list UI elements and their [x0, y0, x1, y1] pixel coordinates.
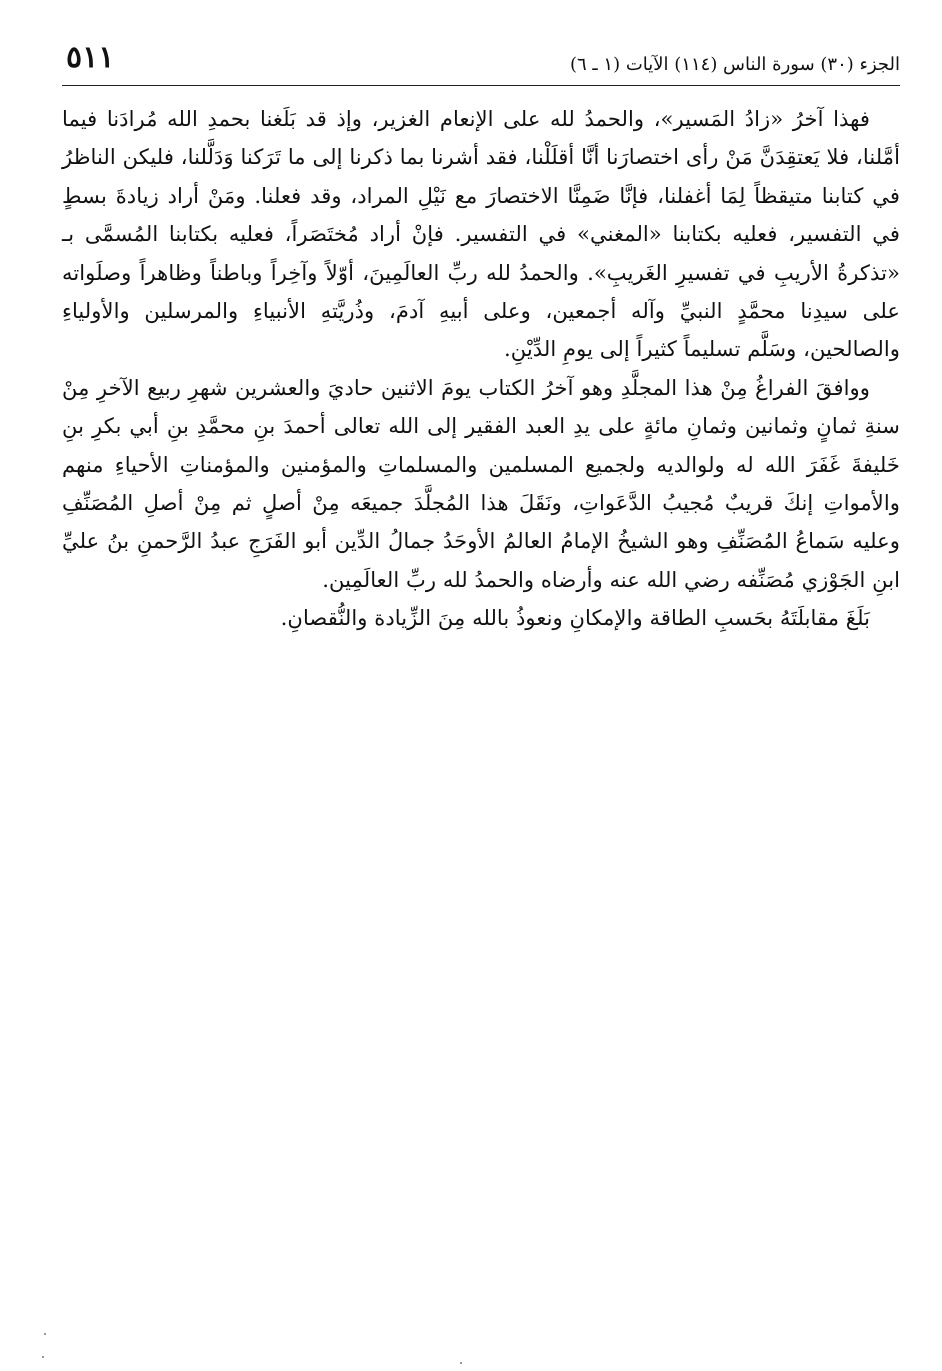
- scan-speck: [42, 1356, 44, 1358]
- scan-speck: [460, 1362, 462, 1364]
- paragraph-collation-note: بَلَغَ مقابلَتَهُ بحَسبِ الطاقة والإمكانِ ونعوذُ بالله مِنَ الزِّيادة والنُّقصانِ.: [280, 605, 870, 631]
- running-head: الجزء (٣٠) سورة الناس (١١٤) الآيات (١ ـ ٦): [570, 54, 900, 75]
- page-header: [62, 40, 900, 84]
- scan-speck: [44, 1333, 46, 1335]
- header-divider: [62, 85, 900, 86]
- page-number: ٥١١: [66, 40, 115, 75]
- paragraph-colophon: ووافقَ الفراغُ مِنْ هذا المجلَّدِ وهو آخرُ الكتاب يومَ الاثنين حاديَ والعشرين شهرِ ربيع الآخرِ مِنْ سنةِ ثمانٍ وثمانين وثمانِ مائةٍ على يدِ العبد الفقير إلى الله تعالى أحمدَ بنِ محمَّدِ بنِ أبي بكرِ بنِ خَليفةَ غَفَرَ الله له ولوالديه ولجميع المسلمين والمسلماتِ والمؤمنين والمؤمناتِ الأحياءِ منهم والأمواتِ إنكَ قريبٌ مُجيبُ الدَّعَواتِ، ونَقَلَ هذا المُجلَّدَ جميعَه مِنْ أصلٍ ثم مِنْ أصلِ المُصَنِّفِ وعليه سَماعُ المُصَنِّفِ وهو الشيخُ الإمامُ العالمُ الأوحَدُ جمالُ الدِّين أبو الفَرَجِ عبدُ الرَّحمنِ بنُ عليِّ ابنِ الجَوْزي مُصَنِّفه رضي الله عنه وأرضاه والحمدُ لله ربِّ العالَمِين.: [62, 374, 900, 592]
- paragraph-conclusion: فهذا آخرُ «زادُ المَسير»، والحمدُ لله على الإنعام الغزير، وإذ قد بَلَغنا بحمدِ الله مُرادَنا فيما أمَّلنا، فلا يَعتقِدَنَّ مَنْ رأى اختصارَنا أنَّا أقلَلْنا، فقد أشرنا بما ذكرنا إلى ما تَرَكنا وَدَلَّلنا، فليكن الناظرُ في كتابنا متيقظاً لِمَا أغفلنا، فإنَّا ضَمِنَّا الاختصارَ مع نَيْلِ المراد، وقد فعلنا. ومَنْ أراد زيادةَ بسطٍ في التفسير، فعليه بكتابنا «المغني» في التفسير. فإنْ أراد مُختَصَراً، فعليه بكتابنا المُسمَّى بـ «تذكرةُ الأريبِ في تفسيرِ الغَريبِ». والحمدُ لله ربِّ العالَمِينَ، أوّلاً وآخِراً وباطناً وظاهراً وصلَواته على سيدِنا محمَّدٍ النبيِّ وآله أجمعين، وعلى أبيهِ آدمَ، وذُريَّتهِ الأنبياءِ والمرسلين والأولياءِ والصالحين، وسَلَّم تسليماً كثيراً إلى يومِ الدِّيْنِ.: [62, 106, 901, 362]
- page-body: [62, 100, 900, 638]
